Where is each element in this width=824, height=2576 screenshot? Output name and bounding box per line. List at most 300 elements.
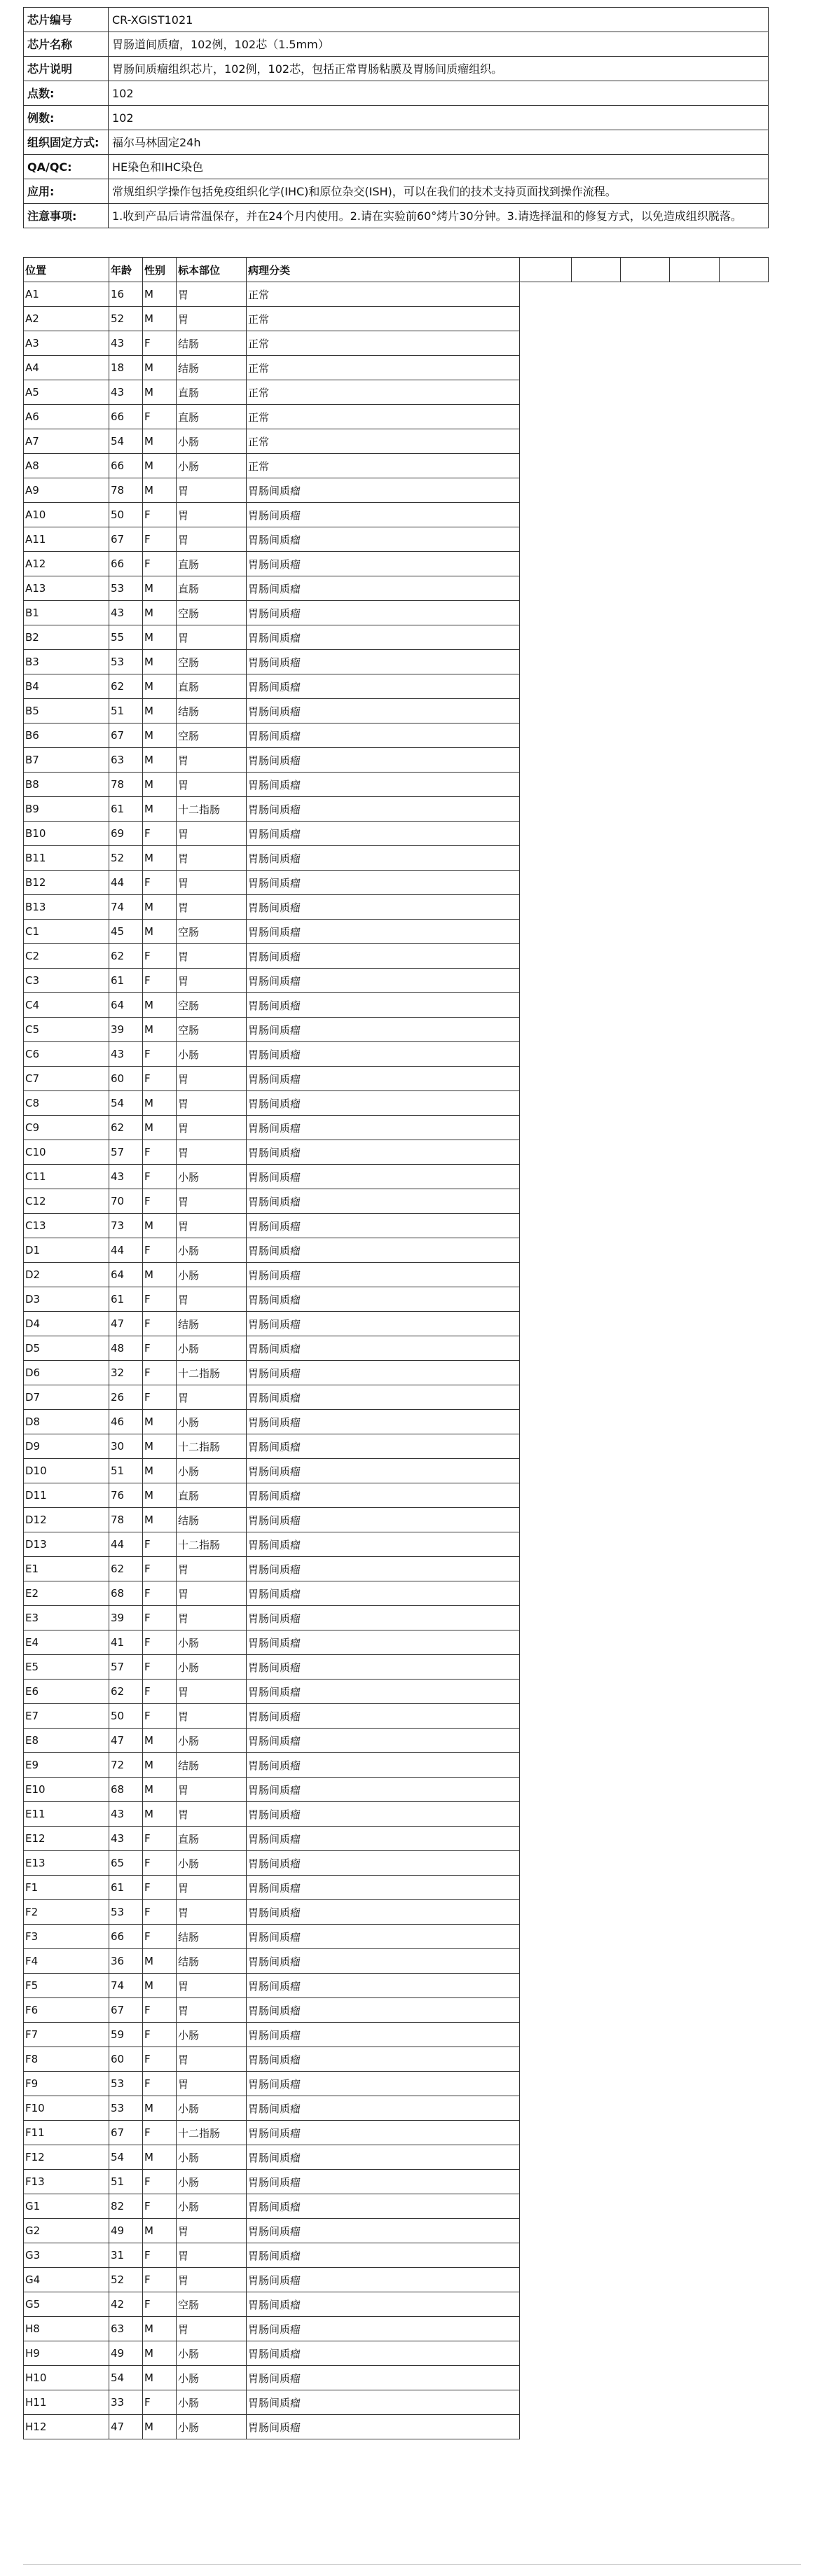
cell-pathology: 胃肠间质瘤 xyxy=(247,895,520,920)
cell-age: 43 xyxy=(109,1827,143,1851)
cell-pathology: 胃肠间质瘤 xyxy=(247,920,520,944)
sample-table-header xyxy=(24,258,520,282)
cell-pathology: 胃肠间质瘤 xyxy=(247,2072,520,2096)
cell-age: 46 xyxy=(109,1410,143,1434)
table-row xyxy=(24,1581,520,1606)
cell-position: D1 xyxy=(24,1238,109,1263)
cell-pathology: 胃肠间质瘤 xyxy=(247,527,520,552)
cell-position: E10 xyxy=(24,1778,109,1802)
cell-site: 直肠 xyxy=(177,552,247,576)
cell-age: 62 xyxy=(109,1680,143,1704)
cell-age: 49 xyxy=(109,2219,143,2243)
cell-position: B4 xyxy=(24,674,109,699)
table-row xyxy=(24,282,520,307)
cell-sex: F xyxy=(143,1827,177,1851)
cell-site: 小肠 xyxy=(177,2415,247,2439)
cell-position: B9 xyxy=(24,797,109,822)
cell-site: 小肠 xyxy=(177,1165,247,1189)
table-row xyxy=(24,723,520,748)
table-row xyxy=(24,969,520,993)
cell-age: 47 xyxy=(109,1312,143,1336)
cell-age: 43 xyxy=(109,380,143,405)
empty-cell xyxy=(571,258,620,282)
table-row xyxy=(24,773,520,797)
table-row xyxy=(24,1802,520,1827)
cell-sex: M xyxy=(143,993,177,1018)
table-row xyxy=(24,846,520,871)
cell-age: 62 xyxy=(109,674,143,699)
cell-sex: F xyxy=(143,1165,177,1189)
cell-position: A10 xyxy=(24,503,109,527)
cell-site: 十二指肠 xyxy=(177,797,247,822)
cell-age: 43 xyxy=(109,601,143,625)
cell-site: 小肠 xyxy=(177,2341,247,2366)
table-row xyxy=(24,674,520,699)
cell-age: 16 xyxy=(109,282,143,307)
cell-position: C9 xyxy=(24,1116,109,1140)
cell-position: A9 xyxy=(24,478,109,503)
cell-site: 胃 xyxy=(177,1214,247,1238)
cell-pathology: 胃肠间质瘤 xyxy=(247,1459,520,1483)
cell-sex: F xyxy=(143,552,177,576)
cell-position: C4 xyxy=(24,993,109,1018)
cell-position: A2 xyxy=(24,307,109,331)
cell-site: 胃 xyxy=(177,503,247,527)
cell-age: 43 xyxy=(109,331,143,356)
cell-age: 61 xyxy=(109,969,143,993)
table-row xyxy=(24,797,520,822)
cell-site: 小肠 xyxy=(177,2366,247,2390)
cell-site: 胃 xyxy=(177,1802,247,1827)
cell-site: 直肠 xyxy=(177,674,247,699)
cell-position: G1 xyxy=(24,2194,109,2219)
cell-pathology: 胃肠间质瘤 xyxy=(247,1802,520,1827)
cell-site: 空肠 xyxy=(177,993,247,1018)
cell-position: F10 xyxy=(24,2096,109,2121)
header-position: 位置 xyxy=(24,258,109,282)
cell-pathology: 胃肠间质瘤 xyxy=(247,1287,520,1312)
cell-pathology: 胃肠间质瘤 xyxy=(247,1532,520,1557)
table-row xyxy=(24,1410,520,1434)
cell-site: 胃 xyxy=(177,2219,247,2243)
cell-site: 胃 xyxy=(177,1876,247,1900)
cell-age: 52 xyxy=(109,2268,143,2292)
table-row xyxy=(24,1189,520,1214)
cell-position: E1 xyxy=(24,1557,109,1581)
cell-age: 82 xyxy=(109,2194,143,2219)
cell-sex: M xyxy=(143,895,177,920)
header-pathology: 病理分类 xyxy=(247,258,520,282)
cell-age: 47 xyxy=(109,1729,143,1753)
info-row xyxy=(24,32,769,57)
cell-position: F12 xyxy=(24,2145,109,2170)
cell-site: 胃 xyxy=(177,1140,247,1165)
table-row xyxy=(24,1998,520,2023)
cell-pathology: 正常 xyxy=(247,356,520,380)
cell-sex: F xyxy=(143,2268,177,2292)
info-value: 福尔马林固定24h xyxy=(109,130,769,155)
empty-cell xyxy=(621,258,670,282)
cell-position: F3 xyxy=(24,1925,109,1949)
info-key: QA/QC: xyxy=(24,155,109,179)
table-row xyxy=(24,1165,520,1189)
cell-sex: M xyxy=(143,846,177,871)
cell-position: C12 xyxy=(24,1189,109,1214)
cell-age: 78 xyxy=(109,1508,143,1532)
cell-sex: M xyxy=(143,773,177,797)
cell-sex: F xyxy=(143,1704,177,1729)
cell-pathology: 胃肠间质瘤 xyxy=(247,1778,520,1802)
cell-position: H12 xyxy=(24,2415,109,2439)
cell-position: E12 xyxy=(24,1827,109,1851)
cell-pathology: 胃肠间质瘤 xyxy=(247,1900,520,1925)
cell-site: 直肠 xyxy=(177,405,247,429)
info-row xyxy=(24,155,769,179)
cell-position: E8 xyxy=(24,1729,109,1753)
empty-header-cells xyxy=(519,257,769,282)
cell-pathology: 胃肠间质瘤 xyxy=(247,503,520,527)
cell-position: A6 xyxy=(24,405,109,429)
cell-site: 小肠 xyxy=(177,2023,247,2047)
cell-age: 67 xyxy=(109,1998,143,2023)
cell-site: 小肠 xyxy=(177,2096,247,2121)
cell-sex: F xyxy=(143,1385,177,1410)
cell-age: 59 xyxy=(109,2023,143,2047)
table-row xyxy=(24,1827,520,1851)
cell-pathology: 胃肠间质瘤 xyxy=(247,2194,520,2219)
cell-pathology: 胃肠间质瘤 xyxy=(247,1189,520,1214)
cell-position: A11 xyxy=(24,527,109,552)
cell-sex: M xyxy=(143,478,177,503)
cell-sex: F xyxy=(143,944,177,969)
table-row xyxy=(24,1729,520,1753)
cell-position: B13 xyxy=(24,895,109,920)
bottom-divider xyxy=(23,2564,801,2565)
cell-site: 胃 xyxy=(177,773,247,797)
cell-pathology: 胃肠间质瘤 xyxy=(247,1312,520,1336)
info-value: HE染色和IHC染色 xyxy=(109,155,769,179)
cell-site: 胃 xyxy=(177,2317,247,2341)
cell-sex: M xyxy=(143,1459,177,1483)
cell-position: E7 xyxy=(24,1704,109,1729)
cell-sex: F xyxy=(143,2390,177,2415)
cell-pathology: 胃肠间质瘤 xyxy=(247,1214,520,1238)
cell-site: 结肠 xyxy=(177,1949,247,1974)
cell-sex: M xyxy=(143,1974,177,1998)
cell-sex: F xyxy=(143,1606,177,1630)
cell-position: F7 xyxy=(24,2023,109,2047)
table-row xyxy=(24,871,520,895)
cell-sex: F xyxy=(143,1067,177,1091)
cell-position: E13 xyxy=(24,1851,109,1876)
table-row xyxy=(24,1361,520,1385)
cell-pathology: 胃肠间质瘤 xyxy=(247,1704,520,1729)
cell-age: 74 xyxy=(109,895,143,920)
table-row xyxy=(24,380,520,405)
cell-position: E9 xyxy=(24,1753,109,1778)
cell-site: 小肠 xyxy=(177,2194,247,2219)
cell-site: 空肠 xyxy=(177,2292,247,2317)
table-row xyxy=(24,454,520,478)
cell-sex: F xyxy=(143,2023,177,2047)
info-value: 胃肠间质瘤组织芯片，102例，102芯，包括正常胃肠粘膜及胃肠间质瘤组织。 xyxy=(109,57,769,81)
table-row xyxy=(24,478,520,503)
cell-pathology: 胃肠间质瘤 xyxy=(247,1116,520,1140)
cell-site: 胃 xyxy=(177,1116,247,1140)
cell-age: 70 xyxy=(109,1189,143,1214)
cell-age: 44 xyxy=(109,1532,143,1557)
cell-sex: F xyxy=(143,1900,177,1925)
table-row xyxy=(24,552,520,576)
cell-sex: F xyxy=(143,822,177,846)
cell-pathology: 胃肠间质瘤 xyxy=(247,1753,520,1778)
cell-site: 胃 xyxy=(177,944,247,969)
cell-position: A1 xyxy=(24,282,109,307)
chip-info-body xyxy=(24,8,769,228)
cell-age: 31 xyxy=(109,2243,143,2268)
cell-pathology: 胃肠间质瘤 xyxy=(247,723,520,748)
cell-sex: M xyxy=(143,1018,177,1042)
cell-position: D5 xyxy=(24,1336,109,1361)
cell-pathology: 正常 xyxy=(247,307,520,331)
cell-sex: F xyxy=(143,1532,177,1557)
cell-age: 26 xyxy=(109,1385,143,1410)
cell-position: C8 xyxy=(24,1091,109,1116)
cell-position: E5 xyxy=(24,1655,109,1680)
cell-pathology: 胃肠间质瘤 xyxy=(247,1165,520,1189)
cell-position: D7 xyxy=(24,1385,109,1410)
cell-sex: M xyxy=(143,748,177,773)
cell-site: 胃 xyxy=(177,478,247,503)
cell-pathology: 胃肠间质瘤 xyxy=(247,650,520,674)
info-value: 102 xyxy=(109,106,769,130)
cell-site: 直肠 xyxy=(177,1483,247,1508)
cell-pathology: 胃肠间质瘤 xyxy=(247,1655,520,1680)
cell-age: 66 xyxy=(109,405,143,429)
cell-position: B7 xyxy=(24,748,109,773)
cell-position: F13 xyxy=(24,2170,109,2194)
cell-age: 57 xyxy=(109,1140,143,1165)
cell-pathology: 正常 xyxy=(247,454,520,478)
cell-site: 小肠 xyxy=(177,1729,247,1753)
cell-pathology: 胃肠间质瘤 xyxy=(247,822,520,846)
cell-position: C7 xyxy=(24,1067,109,1091)
cell-age: 57 xyxy=(109,1655,143,1680)
table-row xyxy=(24,1434,520,1459)
cell-position: F6 xyxy=(24,1998,109,2023)
cell-site: 胃 xyxy=(177,1287,247,1312)
cell-position: D13 xyxy=(24,1532,109,1557)
cell-pathology: 胃肠间质瘤 xyxy=(247,1238,520,1263)
cell-sex: F xyxy=(143,1680,177,1704)
cell-age: 43 xyxy=(109,1042,143,1067)
cell-age: 54 xyxy=(109,2145,143,2170)
header-site: 标本部位 xyxy=(177,258,247,282)
cell-site: 结肠 xyxy=(177,356,247,380)
cell-position: D4 xyxy=(24,1312,109,1336)
cell-site: 胃 xyxy=(177,822,247,846)
cell-sex: F xyxy=(143,527,177,552)
table-row xyxy=(24,1238,520,1263)
cell-position: E11 xyxy=(24,1802,109,1827)
cell-sex: M xyxy=(143,601,177,625)
cell-pathology: 胃肠间质瘤 xyxy=(247,1557,520,1581)
cell-site: 空肠 xyxy=(177,650,247,674)
cell-sex: M xyxy=(143,1091,177,1116)
table-row xyxy=(24,2170,520,2194)
cell-sex: M xyxy=(143,1214,177,1238)
cell-sex: F xyxy=(143,405,177,429)
cell-pathology: 胃肠间质瘤 xyxy=(247,1434,520,1459)
cell-sex: F xyxy=(143,1557,177,1581)
cell-age: 64 xyxy=(109,993,143,1018)
table-row xyxy=(24,2047,520,2072)
cell-age: 50 xyxy=(109,1704,143,1729)
cell-sex: M xyxy=(143,2219,177,2243)
cell-sex: F xyxy=(143,1655,177,1680)
info-row xyxy=(24,130,769,155)
cell-pathology: 正常 xyxy=(247,282,520,307)
table-row xyxy=(24,895,520,920)
cell-site: 胃 xyxy=(177,748,247,773)
cell-site: 胃 xyxy=(177,2268,247,2292)
table-row xyxy=(24,1778,520,1802)
cell-pathology: 胃肠间质瘤 xyxy=(247,2219,520,2243)
cell-site: 胃 xyxy=(177,846,247,871)
cell-position: B8 xyxy=(24,773,109,797)
info-row xyxy=(24,204,769,228)
info-row xyxy=(24,179,769,204)
cell-site: 小肠 xyxy=(177,1410,247,1434)
cell-pathology: 胃肠间质瘤 xyxy=(247,1729,520,1753)
cell-sex: F xyxy=(143,331,177,356)
table-row xyxy=(24,527,520,552)
cell-pathology: 胃肠间质瘤 xyxy=(247,2268,520,2292)
table-row xyxy=(24,920,520,944)
cell-position: F5 xyxy=(24,1974,109,1998)
cell-sex: M xyxy=(143,797,177,822)
cell-position: B3 xyxy=(24,650,109,674)
table-row xyxy=(24,1851,520,1876)
cell-sex: M xyxy=(143,920,177,944)
cell-sex: M xyxy=(143,723,177,748)
cell-sex: M xyxy=(143,2366,177,2390)
info-key: 点数: xyxy=(24,81,109,106)
cell-pathology: 胃肠间质瘤 xyxy=(247,2317,520,2341)
cell-pathology: 胃肠间质瘤 xyxy=(247,2415,520,2439)
cell-position: D9 xyxy=(24,1434,109,1459)
cell-position: G3 xyxy=(24,2243,109,2268)
cell-site: 空肠 xyxy=(177,920,247,944)
cell-site: 胃 xyxy=(177,1680,247,1704)
chip-info-table xyxy=(23,7,769,228)
cell-age: 53 xyxy=(109,576,143,601)
cell-pathology: 胃肠间质瘤 xyxy=(247,871,520,895)
cell-age: 47 xyxy=(109,2415,143,2439)
cell-sex: F xyxy=(143,1189,177,1214)
cell-position: F4 xyxy=(24,1949,109,1974)
cell-site: 小肠 xyxy=(177,1263,247,1287)
cell-position: F8 xyxy=(24,2047,109,2072)
cell-position: D3 xyxy=(24,1287,109,1312)
cell-pathology: 胃肠间质瘤 xyxy=(247,1042,520,1067)
table-row xyxy=(24,2096,520,2121)
table-row xyxy=(24,1949,520,1974)
cell-sex: M xyxy=(143,2145,177,2170)
cell-position: E2 xyxy=(24,1581,109,1606)
cell-sex: F xyxy=(143,1361,177,1385)
table-row xyxy=(24,1312,520,1336)
cell-sex: F xyxy=(143,1998,177,2023)
cell-site: 空肠 xyxy=(177,601,247,625)
cell-position: B12 xyxy=(24,871,109,895)
table-row xyxy=(24,944,520,969)
cell-pathology: 胃肠间质瘤 xyxy=(247,846,520,871)
cell-age: 76 xyxy=(109,1483,143,1508)
cell-age: 63 xyxy=(109,2317,143,2341)
cell-pathology: 胃肠间质瘤 xyxy=(247,1827,520,1851)
cell-age: 78 xyxy=(109,773,143,797)
cell-age: 53 xyxy=(109,650,143,674)
cell-position: D6 xyxy=(24,1361,109,1385)
cell-sex: F xyxy=(143,2170,177,2194)
cell-age: 44 xyxy=(109,1238,143,1263)
cell-sex: F xyxy=(143,2121,177,2145)
cell-pathology: 胃肠间质瘤 xyxy=(247,2390,520,2415)
cell-age: 45 xyxy=(109,920,143,944)
cell-pathology: 胃肠间质瘤 xyxy=(247,1263,520,1287)
info-value: 常规组织学操作包括免疫组织化学(IHC)和原位杂交(ISH)，可以在我们的技术支持页面找到操作流程。 xyxy=(109,179,769,204)
cell-pathology: 胃肠间质瘤 xyxy=(247,748,520,773)
cell-site: 胃 xyxy=(177,1091,247,1116)
cell-position: H8 xyxy=(24,2317,109,2341)
cell-pathology: 胃肠间质瘤 xyxy=(247,2096,520,2121)
table-row xyxy=(24,1704,520,1729)
cell-age: 61 xyxy=(109,1287,143,1312)
cell-site: 结肠 xyxy=(177,699,247,723)
cell-position: D10 xyxy=(24,1459,109,1483)
cell-age: 36 xyxy=(109,1949,143,1974)
cell-pathology: 胃肠间质瘤 xyxy=(247,699,520,723)
cell-position: A8 xyxy=(24,454,109,478)
cell-pathology: 胃肠间质瘤 xyxy=(247,674,520,699)
cell-position: A3 xyxy=(24,331,109,356)
table-row xyxy=(24,2390,520,2415)
info-key: 芯片名称 xyxy=(24,32,109,57)
empty-cell xyxy=(719,258,768,282)
cell-pathology: 正常 xyxy=(247,331,520,356)
table-row xyxy=(24,1557,520,1581)
table-row xyxy=(24,1483,520,1508)
cell-pathology: 胃肠间质瘤 xyxy=(247,2145,520,2170)
cell-age: 18 xyxy=(109,356,143,380)
cell-pathology: 胃肠间质瘤 xyxy=(247,1949,520,1974)
cell-site: 胃 xyxy=(177,282,247,307)
cell-pathology: 胃肠间质瘤 xyxy=(247,2366,520,2390)
info-key: 芯片编号 xyxy=(24,8,109,32)
cell-site: 胃 xyxy=(177,1778,247,1802)
cell-sex: M xyxy=(143,1753,177,1778)
cell-pathology: 胃肠间质瘤 xyxy=(247,1483,520,1508)
cell-age: 51 xyxy=(109,699,143,723)
cell-position: D2 xyxy=(24,1263,109,1287)
cell-site: 直肠 xyxy=(177,1827,247,1851)
cell-sex: F xyxy=(143,871,177,895)
cell-age: 53 xyxy=(109,2096,143,2121)
cell-pathology: 胃肠间质瘤 xyxy=(247,601,520,625)
cell-age: 62 xyxy=(109,944,143,969)
cell-site: 小肠 xyxy=(177,429,247,454)
